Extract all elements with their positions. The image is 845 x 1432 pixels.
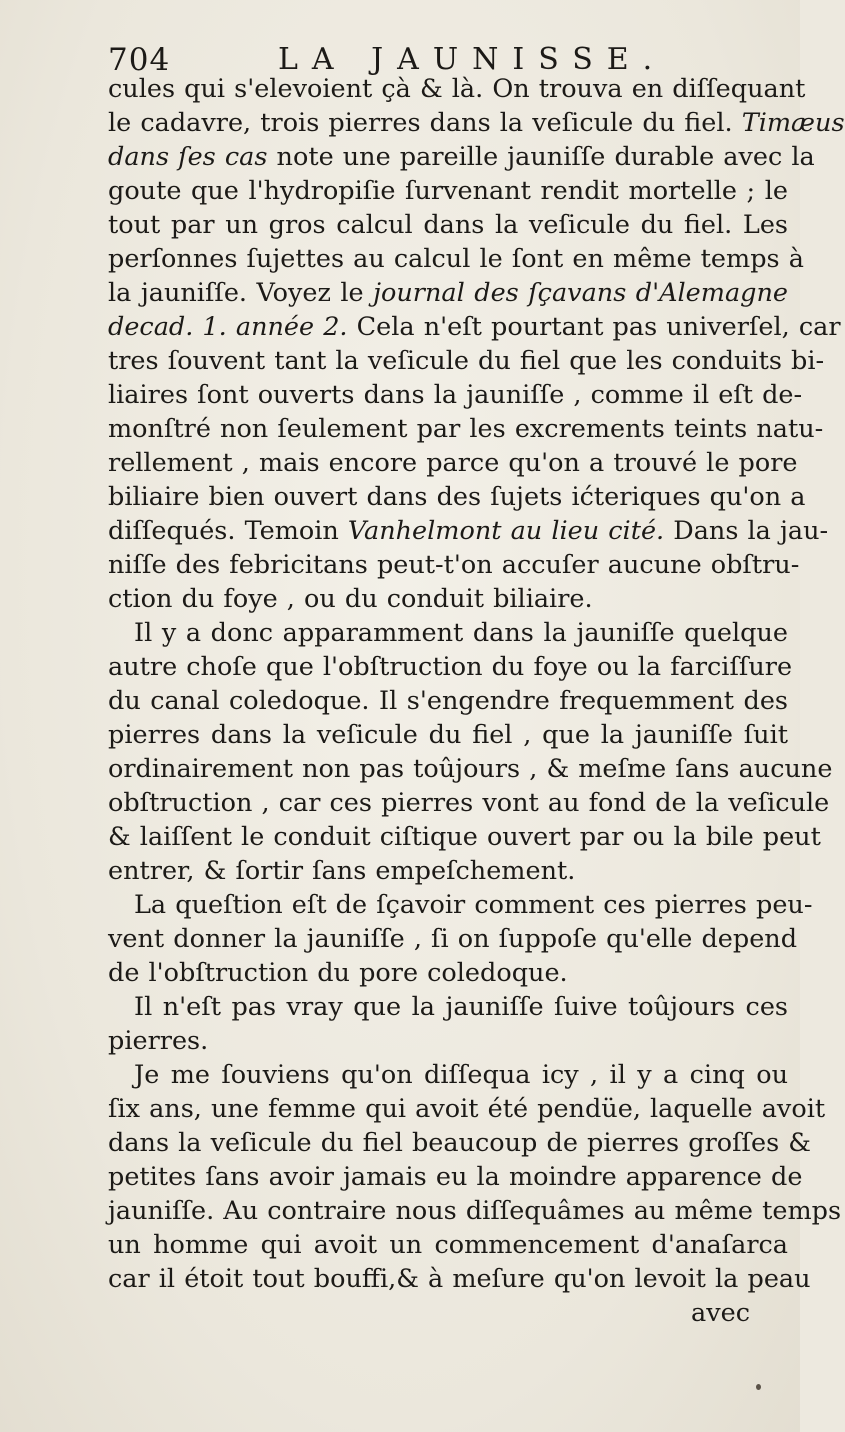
text-run: un homme qui avoit un commencement d'anaſarca xyxy=(108,1230,788,1260)
text-line xyxy=(108,174,788,208)
text-run: diſſequés. Temoin xyxy=(108,516,348,546)
text-line xyxy=(108,1024,788,1058)
body-text xyxy=(108,72,845,1330)
italic-text: dans ſes cas xyxy=(108,142,268,172)
text-line xyxy=(108,548,800,582)
text-run: Il n'eſt pas vray que la jauniſſe ſuive toûjours ces xyxy=(134,992,788,1022)
text-run: biliaire bien ouvert dans des ſujets ićteriques qu'on a xyxy=(108,482,806,512)
text-line xyxy=(108,1058,788,1092)
text-run: tres ſouvent tant la veſicule du fiel que les conduits bi- xyxy=(108,346,825,376)
page-number: 704 xyxy=(108,42,171,78)
text-line xyxy=(108,752,833,786)
text-line xyxy=(108,446,798,480)
text-line xyxy=(108,344,825,378)
text-line xyxy=(108,990,788,1024)
text-line xyxy=(108,514,829,548)
text-line xyxy=(108,650,793,684)
text-run: cules qui s'elevoient çà & là. On trouva en diſſequant xyxy=(108,74,806,104)
text-run: du canal coledoque. Il s'engendre frequemment des xyxy=(108,686,788,716)
text-run: entrer, & ſortir ſans empeſchement. xyxy=(108,856,576,886)
text-run: car il étoit tout bouffi,& à meſure qu'on levoit la peau xyxy=(108,1264,811,1294)
text-run: vent donner la jauniſſe , ſi on ſuppoſe qu'elle depend xyxy=(108,924,798,954)
italic-text: Timæus xyxy=(741,108,845,138)
text-run: liaires ſont ouverts dans la jauniſſe , comme il eſt de- xyxy=(108,380,803,410)
italic-text: Vanhelmont au lieu cité. xyxy=(347,516,665,546)
text-run: petites ſans avoir jamais eu la moindre apparence de xyxy=(108,1162,803,1192)
text-line xyxy=(108,1262,811,1296)
text-run: jauniſſe. Au contraire nous diſſequâmes au même temps xyxy=(108,1196,842,1226)
text-line xyxy=(108,208,788,242)
text-line xyxy=(108,412,824,446)
text-line xyxy=(108,1160,803,1194)
text-run: pierres. xyxy=(108,1026,209,1056)
text-line xyxy=(108,684,788,718)
text-run: ordinairement non pas toûjours , & meſme ſans aucune xyxy=(108,754,833,784)
text-line xyxy=(108,378,803,412)
text-run: tout par un gros calcul dans la veſicule du fiel. Les xyxy=(108,210,788,240)
text-line xyxy=(108,922,798,956)
text-run: rellement , mais encore parce qu'on a trouvé le pore xyxy=(108,448,798,478)
text-line xyxy=(108,72,806,106)
text-run: autre choſe que l'obſtruction du foye ou la farciſſure xyxy=(108,652,793,682)
text-line xyxy=(108,786,830,820)
text-line xyxy=(108,854,788,888)
text-run: la jauniſſe. Voyez le xyxy=(108,278,374,308)
text-line xyxy=(108,480,806,514)
catchword: avec xyxy=(691,1298,750,1328)
text-line xyxy=(108,582,788,616)
text-run: Dans la jau- xyxy=(664,516,829,546)
text-run: pierres dans la veſicule du fiel , que la jauniſſe ſuit xyxy=(108,720,788,750)
text-run: La queſtion eſt de ſçavoir comment ces pierres peu- xyxy=(134,890,813,920)
text-line xyxy=(108,242,804,276)
text-run: le cadavre, trois pierres dans la veſicule du fiel. xyxy=(108,108,742,138)
text-run: ction du foye , ou du conduit biliaire. xyxy=(108,584,593,614)
text-run: monſtré non ſeulement par les excrements teints natu- xyxy=(108,414,824,444)
text-line xyxy=(108,310,841,344)
text-run: goute que l'hydropiſie ſurvenant rendit mortelle ; le xyxy=(108,176,788,206)
text-line xyxy=(108,820,821,854)
ink-speck xyxy=(756,1384,761,1390)
text-run: dans la veſicule du fiel beaucoup de pierres groſſes & xyxy=(108,1128,811,1158)
italic-text: decad. 1. année 2. xyxy=(108,312,348,342)
running-title: LA JAUNISSE. xyxy=(278,42,667,77)
text-run: perſonnes ſujettes au calcul le ſont en même temps à xyxy=(108,244,804,274)
text-line xyxy=(108,888,813,922)
text-line xyxy=(108,1092,826,1126)
text-line xyxy=(108,616,788,650)
text-line xyxy=(108,1228,788,1262)
text-line xyxy=(108,140,815,174)
text-run: de l'obſtruction du pore coledoque. xyxy=(108,958,568,988)
text-run: ſix ans, une femme qui avoit été pendüe, laquelle avoit xyxy=(108,1094,826,1124)
text-line xyxy=(108,718,788,752)
text-line xyxy=(108,276,788,310)
text-line xyxy=(108,1194,842,1228)
text-run: niſſe des febricitans peut-t'on accuſer aucune obſtru- xyxy=(108,550,800,580)
text-run: obſtruction , car ces pierres vont au fond de la veſicule xyxy=(108,788,830,818)
text-run: Je me ſouviens qu'on diſſequa icy , il y a cinq ou xyxy=(134,1060,788,1090)
text-run: Il y a donc apparamment dans la jauniſſe quelque xyxy=(134,618,788,648)
text-line xyxy=(108,956,788,990)
text-run: & laiſſent le conduit ciſtique ouvert par ou la bile peut xyxy=(108,822,821,852)
text-run: Cela n'eſt pourtant pas univerſel, car xyxy=(347,312,841,342)
text-line xyxy=(108,106,845,140)
text-line xyxy=(108,1126,811,1160)
text-run: note une pareille jauniſſe durable avec la xyxy=(267,142,815,172)
italic-text: journal des ſçavans d'Alemagne xyxy=(373,278,788,308)
